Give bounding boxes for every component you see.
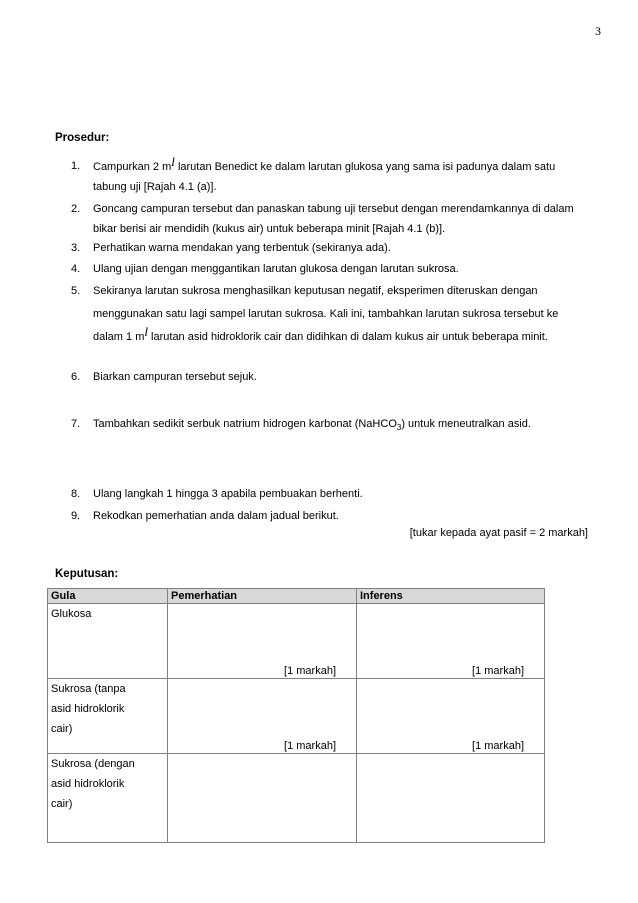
- mark-label: [1 markah]: [472, 665, 524, 677]
- step-number: 6.: [71, 371, 81, 383]
- table-header-row: [48, 589, 545, 604]
- cell-inferens[interactable]: [357, 604, 545, 679]
- step-text: Sekiranya larutan sukrosa menghasilkan keputusan negatif, eksperimen diteruskan dengan menggunakan satu lagi sampel larutan sukrosa. Kali ini, tambahkan larutan sukrosa tersebut ke dalam 1 ml larutan asid hidroklorik cair dan didihkan di dalam kukus air untuk beberapa minit.: [93, 285, 559, 343]
- unit-ml: l: [144, 324, 148, 339]
- step-3: [71, 238, 591, 258]
- step-1: [71, 156, 591, 197]
- step-8: [71, 484, 591, 504]
- step-text: Biarkan campuran tersebut sejuk.: [93, 371, 257, 383]
- cell-pemerhatian[interactable]: [168, 604, 357, 679]
- step-number: 8.: [71, 488, 81, 500]
- cell-gula: Glukosa: [48, 604, 168, 679]
- step-text: Perhatikan warna mendakan yang terbentuk (sekiranya ada).: [93, 242, 391, 254]
- column-header-gula: Gula: [48, 589, 168, 604]
- page-number: 3: [595, 24, 601, 38]
- mark-label: [1 markah]: [284, 665, 336, 677]
- step-5: [71, 280, 591, 349]
- step-number: 1.: [71, 160, 81, 172]
- step-number: 5.: [71, 285, 81, 297]
- column-header-pemerhatian: Pemerhatian: [168, 589, 357, 604]
- marks-note: [tukar kepada ayat pasif = 2 markah]: [409, 527, 588, 539]
- step-number: 3.: [71, 242, 81, 254]
- step-number: 7.: [71, 418, 81, 430]
- unit-ml: l: [171, 154, 175, 169]
- step-text: Campurkan 2 ml larutan Benedict ke dalam larutan glukosa yang sama isi padunya dalam satu tabung uji [Rajah 4.1 (a)].: [93, 154, 556, 193]
- step-text: Tambahkan sedikit serbuk natrium hidrogen karbonat (NaHCO$_3$) untuk meneutralkan asid.: [93, 418, 531, 433]
- step-text: Ulang langkah 1 hingga 3 apabila pembuakan berhenti.: [93, 488, 363, 500]
- cell-inferens[interactable]: [357, 754, 545, 843]
- step-number: 9.: [71, 510, 81, 522]
- step-2: [71, 199, 591, 239]
- prosedur-heading: Prosedur:: [55, 132, 110, 144]
- step-6: [71, 367, 591, 387]
- step-number: 2.: [71, 203, 81, 215]
- results-table: [47, 588, 545, 843]
- column-header-inferens: Inferens: [357, 589, 545, 604]
- step-text: Ulang ujian dengan menggantikan larutan glukosa dengan larutan sukrosa.: [93, 263, 459, 275]
- mark-label: [1 markah]: [284, 740, 336, 752]
- step-text: Goncang campuran tersebut dan panaskan tabung uji tersebut dengan merendamkannya di dalam bikar berisi air mendidih (kukus air) untuk beberapa minit [Rajah 4.1 (b)].: [93, 203, 574, 235]
- step-4: [71, 259, 591, 279]
- table-row: [48, 754, 545, 843]
- cell-inferens[interactable]: [357, 679, 545, 754]
- keputusan-heading: Keputusan:: [55, 568, 119, 580]
- mark-label: [1 markah]: [472, 740, 524, 752]
- cell-gula: Sukrosa (tanpa asid hidroklorik cair): [48, 679, 168, 754]
- table-row: [48, 604, 545, 679]
- step-text: Rekodkan pemerhatian anda dalam jadual berikut.: [93, 510, 339, 522]
- cell-gula: Sukrosa (dengan asid hidroklorik cair): [48, 754, 168, 843]
- step-number: 4.: [71, 263, 81, 275]
- cell-pemerhatian[interactable]: [168, 754, 357, 843]
- cell-pemerhatian[interactable]: [168, 679, 357, 754]
- step-7: [71, 414, 591, 438]
- step-9: [71, 506, 591, 526]
- table-row: [48, 679, 545, 754]
